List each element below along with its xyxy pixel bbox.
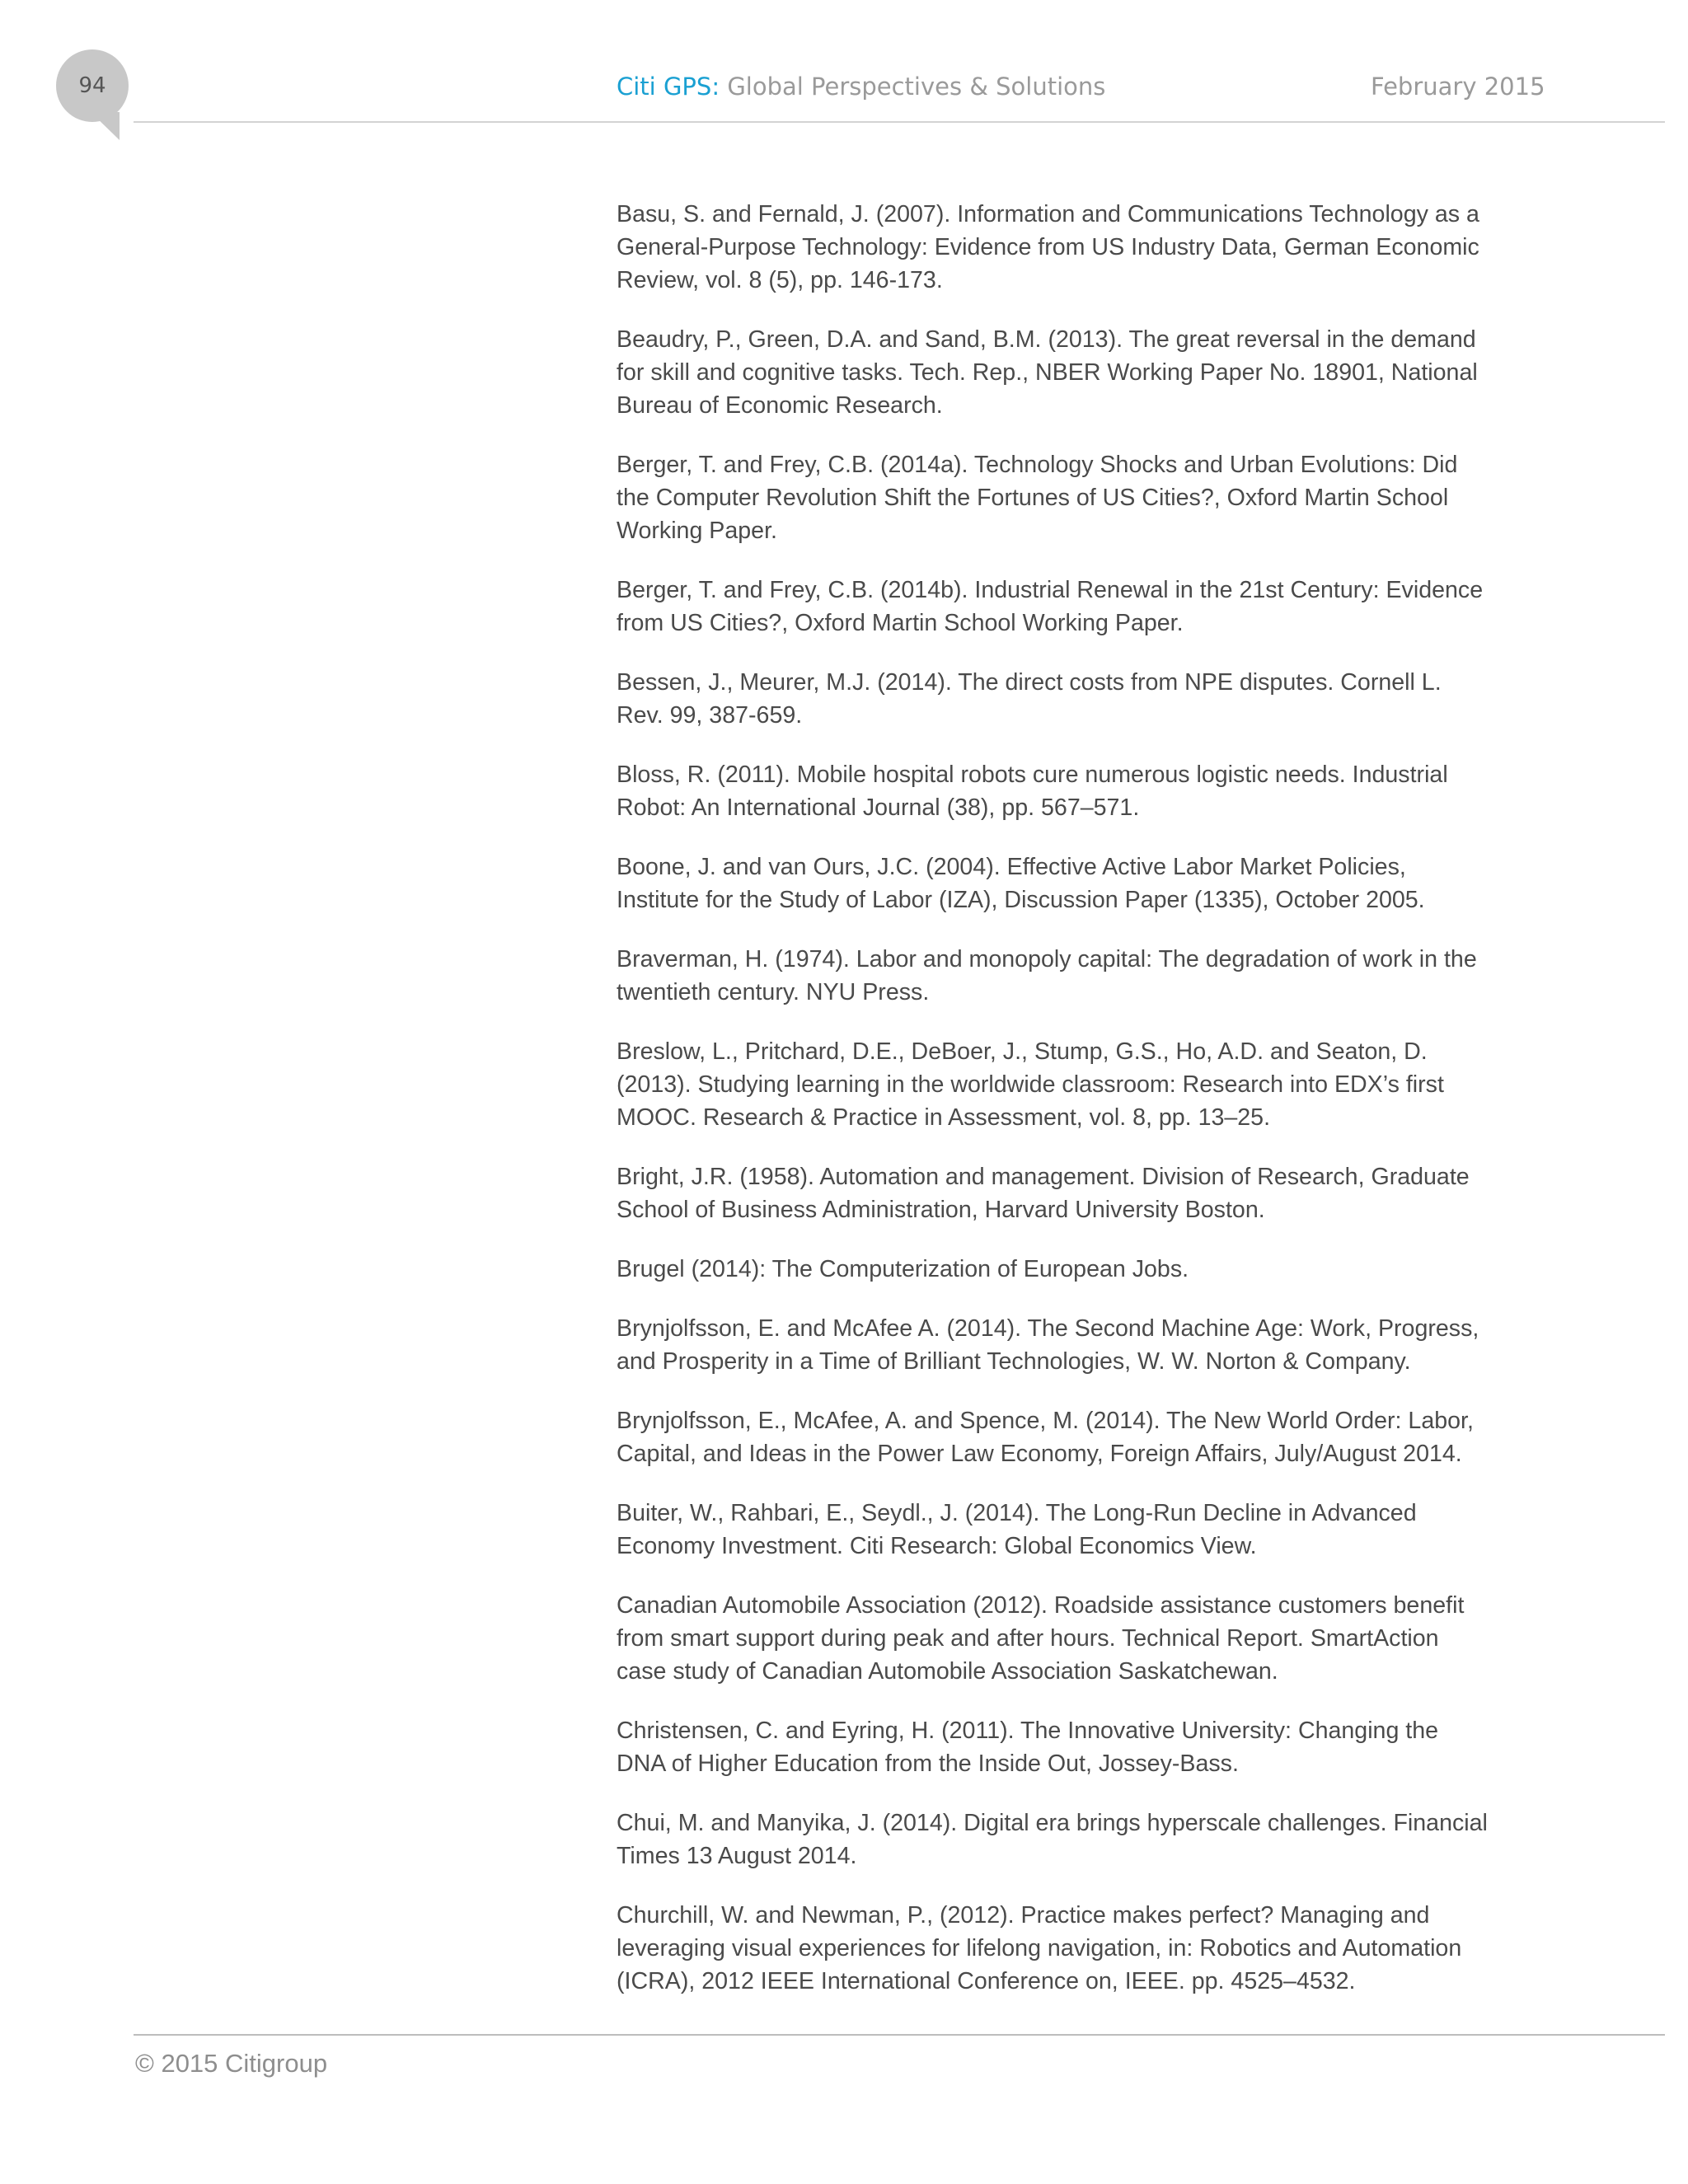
reference-item: Breslow, L., Pritchard, D.E., DeBoer, J., Stump, G.S., Ho, A.D. and Seaton, D. (2013). Studying learning in the worldwide classroom: Research into EDX’s first MOOC. Research & Practice in Assessment, vol. 8, pp. 13–25. [617, 1038, 1444, 1131]
reference-item: Brynjolfsson, E. and McAfee A. (2014). The Second Machine Age: Work, Progress, and Prosperity in a Time of Brilliant Technologies, W. W. Norton & Company. [617, 1315, 1479, 1375]
footer-divider [134, 2034, 1665, 2036]
reference-item: Berger, T. and Frey, C.B. (2014a). Technology Shocks and Urban Evolutions: Did the Computer Revolution Shift the Fortunes of US Cities?, Oxford Martin School Working Paper. [617, 452, 1458, 544]
page-number: 94 [78, 73, 106, 98]
reference-item: Bessen, J., Meurer, M.J. (2014). The direct costs from NPE disputes. Cornell L. Rev. 99, 387-659. [617, 669, 1442, 729]
header-divider [134, 121, 1665, 123]
header-date: February 2015 [1371, 73, 1545, 101]
brand-subtitle: Global Perspectives & Solutions [727, 73, 1106, 101]
reference-item: Churchill, W. and Newman, P., (2012). Practice makes perfect? Managing and leveraging visual experiences for lifelong navigation, in: Robotics and Automation (ICRA), 2012 IEEE International Conference on, IEEE. pp. 4525–4532. [617, 1902, 1462, 1994]
brand-name: Citi GPS: [617, 73, 720, 101]
footer-copyright: © 2015 Citigroup [135, 2049, 328, 2078]
reference-item: Basu, S. and Fernald, J. (2007). Information and Communications Technology as a General-Purpose Technology: Evidence from US Industry Data, German Economic Review, vol. 8 (5), pp. 146-173. [617, 201, 1479, 293]
reference-item: Brugel (2014): The Computerization of European Jobs. [617, 1256, 1189, 1282]
reference-item: Bloss, R. (2011). Mobile hospital robots cure numerous logistic needs. Industrial Robot: An International Journal (38), pp. 567–571. [617, 762, 1448, 821]
reference-item: Beaudry, P., Green, D.A. and Sand, B.M. (2013). The great reversal in the demand for skill and cognitive tasks. Tech. Rep., NBER Working Paper No. 18901, National Bureau of Economic Research. [617, 326, 1478, 419]
page-badge-pointer [91, 112, 120, 140]
reference-item: Chui, M. and Manyika, J. (2014). Digital era brings hyperscale challenges. Financial Times 13 August 2014. [617, 1810, 1488, 1869]
reference-item: Christensen, C. and Eyring, H. (2011). The Innovative University: Changing the DNA of Higher Education from the Inside Out, Jossey-Bass. [617, 1718, 1439, 1777]
reference-item: Bright, J.R. (1958). Automation and management. Division of Research, Graduate School of Business Administration, Harvard University Boston. [617, 1164, 1470, 1223]
reference-item: Berger, T. and Frey, C.B. (2014b). Industrial Renewal in the 21st Century: Evidence from US Cities?, Oxford Martin School Working Paper. [617, 577, 1484, 636]
header-brand [617, 73, 1105, 101]
reference-item: Buiter, W., Rahbari, E., Seydl., J. (2014). The Long-Run Decline in Advanced Economy Investment. Citi Research: Global Economics View. [617, 1500, 1417, 1559]
reference-item: Braverman, H. (1974). Labor and monopoly capital: The degradation of work in the twentieth century. NYU Press. [617, 946, 1477, 1005]
reference-item: Boone, J. and van Ours, J.C. (2004). Effective Active Labor Market Policies, Institute for the Study of Labor (IZA), Discussion Paper (1335), October 2005. [617, 854, 1425, 913]
reference-list [617, 198, 1523, 2024]
page-number-badge [56, 49, 129, 122]
reference-item: Brynjolfsson, E., McAfee, A. and Spence, M. (2014). The New World Order: Labor, Capital, and Ideas in the Power Law Economy, Foreign Affairs, July/August 2014. [617, 1408, 1474, 1467]
reference-item: Canadian Automobile Association (2012). Roadside assistance customers benefit from smart support during peak and after hours. Technical Report. SmartAction case study of Canadian Automobile Association Saskatchewan. [617, 1592, 1465, 1685]
